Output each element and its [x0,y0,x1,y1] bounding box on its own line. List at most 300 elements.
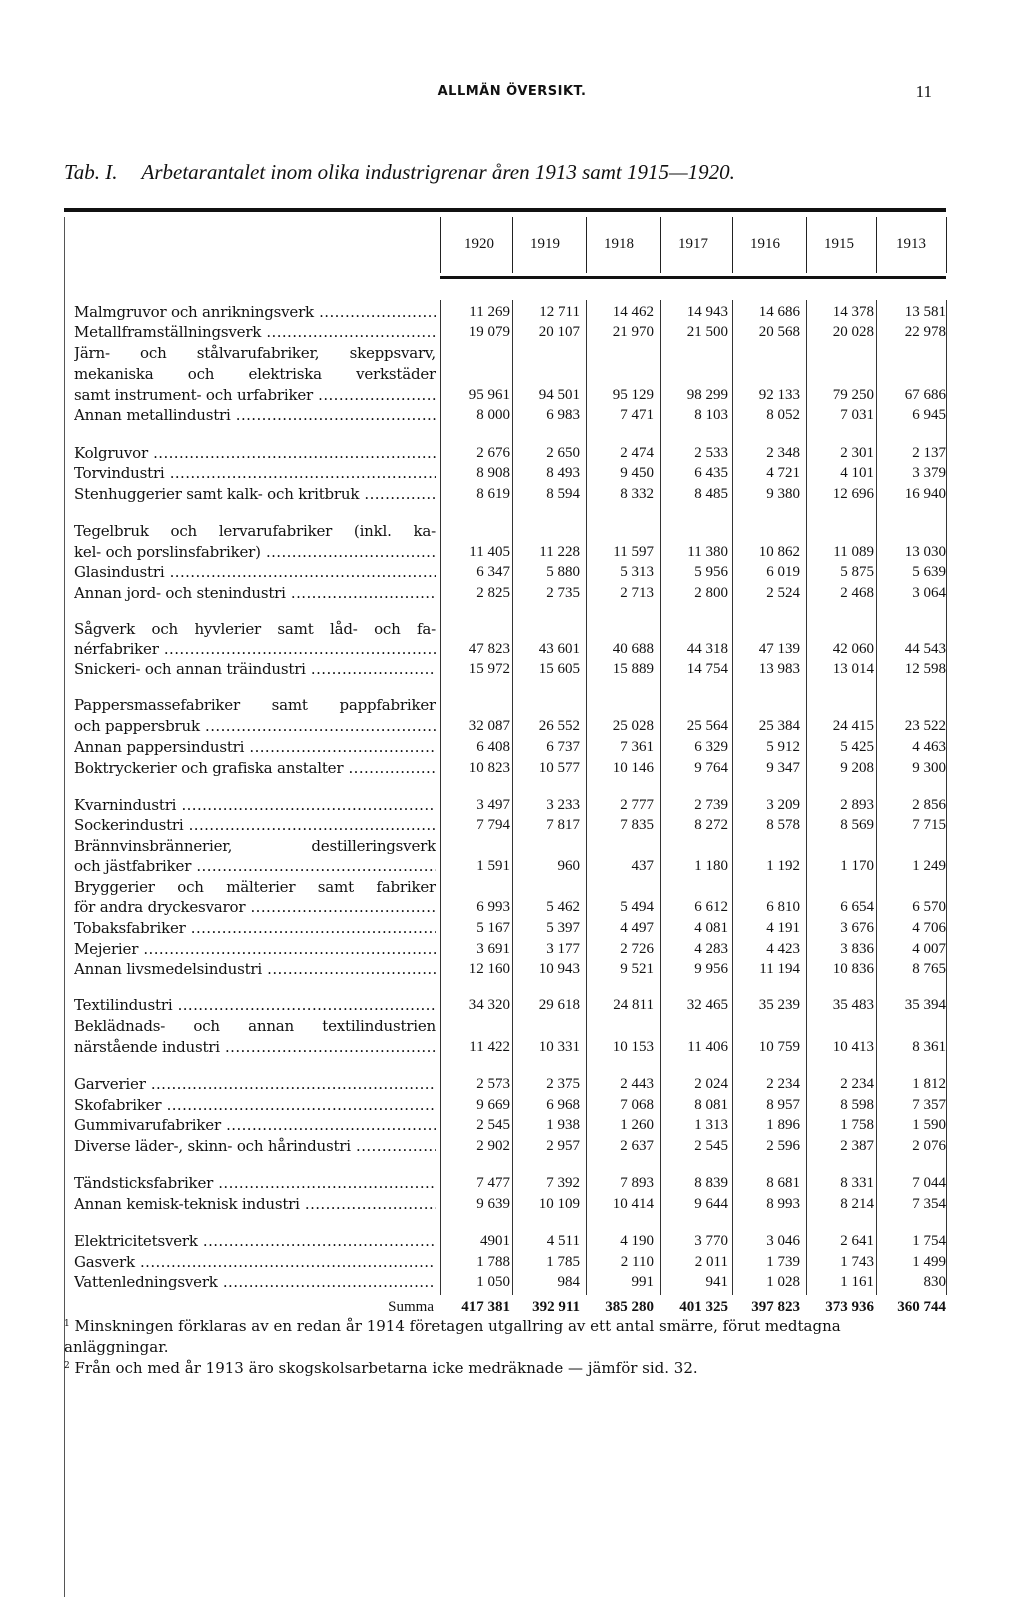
cell-1915: 2 893 [840,797,874,813]
cell-1916: 25 384 [758,718,800,734]
table-row [0,405,1024,426]
row-label: Kolgruvor ..... [74,443,436,464]
row-label: Boktryckerier och grafiska anstalter ..... [74,758,436,779]
cell-1916: 6 019 [766,564,800,580]
cell-1915: 35 483 [832,997,874,1013]
cell-1913: 1 590 [912,1117,946,1133]
footnote-2 [64,1358,946,1379]
cell-1915: 9 208 [840,760,874,776]
cell-1919: 2 375 [546,1076,580,1092]
cell-1915: 14 378 [832,304,874,320]
row-label: samt instrument- och urfabriker ..... [74,385,436,406]
cell-1919: 4 511 [546,1233,580,1249]
row-label: Stenhuggerier samt kalk- och kritbruk ..... [74,484,436,505]
cell-1920: 32 087 [468,718,510,734]
cell-1916: 4 423 [766,941,800,957]
cell-1915: 8 598 [840,1097,874,1113]
cell-1916: 2 524 [766,585,800,601]
cell-1913: 1 812 [912,1076,946,1092]
cell-1918: 2 443 [620,1076,654,1092]
cell-1918: 4 190 [620,1233,654,1249]
cell-1916: 1 739 [766,1254,800,1270]
table-row [0,1252,1024,1273]
table-title [64,160,964,185]
row-label: och pappersbruk ..... [74,716,436,737]
row-label: för andra dryckesvaror ..... [74,897,436,918]
cell-1919: 2 735 [546,585,580,601]
cell-1919: 10 331 [538,1039,580,1055]
cell-1918: 991 [631,1274,654,1290]
cell-1918: 14 462 [612,304,654,320]
header-divider [512,217,513,273]
cell-1919: 6 968 [546,1097,580,1113]
cell-1915: 2 234 [840,1076,874,1092]
cell-1919: 10 577 [538,760,580,776]
cell-1916: 10 862 [758,544,800,560]
row-label: mekaniska och elektriska verkstäder [74,365,436,383]
cell-1920: 8 619 [476,486,510,502]
cell-1917: 14 754 [686,661,728,677]
cell-1917: 8 485 [694,486,728,502]
cell-1915: 8 331 [840,1175,874,1191]
cell-1917: 2 545 [694,1138,728,1154]
footnote-1 [64,1316,946,1358]
table-row [0,877,1024,898]
cell-1919: 2 957 [546,1138,580,1154]
cell-1919: 8 594 [546,486,580,502]
row-label: Vattenledningsverk ..... [74,1272,436,1293]
cell-1918: 2 777 [620,797,654,813]
cell-1915: 1 758 [840,1117,874,1133]
cell-1913: 3 064 [912,585,946,601]
cell-1920: 2 545 [476,1117,510,1133]
table-row [0,1115,1024,1136]
cell-1918: 7 835 [620,817,654,833]
cell-1920: 1 050 [476,1274,510,1290]
summa-1916: 397 823 [751,1299,800,1315]
table-row [0,737,1024,758]
cell-1913: 4 463 [912,739,946,755]
cell-1919: 960 [557,858,580,874]
cell-1913: 13 030 [904,544,946,560]
cell-1913: 8 361 [912,1039,946,1055]
table-row [0,521,1024,542]
cell-1917: 98 299 [686,387,728,403]
cell-1915: 3 836 [840,941,874,957]
table-row [0,897,1024,918]
top-rule [64,208,946,212]
cell-1915: 42 060 [832,641,874,657]
cell-1916: 9 347 [766,760,800,776]
cell-1917: 8 081 [694,1097,728,1113]
cell-1920: 3 691 [476,941,510,957]
cell-1918: 24 811 [613,997,654,1013]
table-row [0,1095,1024,1116]
cell-1919: 7 817 [546,817,580,833]
cell-1915: 1 743 [840,1254,874,1270]
cell-1915: 10 413 [832,1039,874,1055]
cell-1913: 7 357 [912,1097,946,1113]
row-label: Annan pappersindustri ..... [74,737,436,758]
cell-1916: 1 028 [766,1274,800,1290]
cell-1918: 7 471 [620,407,654,423]
cell-1916: 9 380 [766,486,800,502]
cell-1920: 2 825 [476,585,510,601]
cell-1917: 2 533 [694,445,728,461]
table-row [0,1272,1024,1293]
cell-1920: 6 347 [476,564,510,580]
cell-1918: 40 688 [612,641,654,657]
column-header-1917: 1917 [678,236,708,252]
header-divider [732,217,733,273]
cell-1913: 7 044 [912,1175,946,1191]
column-header-1915: 1915 [824,236,854,252]
cell-1918: 10 146 [612,760,654,776]
cell-1916: 35 239 [758,997,800,1013]
row-label: Pappersmassefabriker samt pappfabriker [74,696,436,714]
cell-1913: 4 007 [912,941,946,957]
cell-1920: 6 408 [476,739,510,755]
summa-1917: 401 325 [679,1299,728,1315]
cell-1918: 10 153 [612,1039,654,1055]
cell-1919: 26 552 [538,718,580,734]
cell-1920: 19 079 [468,324,510,340]
cell-1913: 2 856 [912,797,946,813]
cell-1916: 8 578 [766,817,800,833]
cell-1913: 22 978 [904,324,946,340]
cell-1920: 9 669 [476,1097,510,1113]
header-divider [440,217,441,273]
cell-1917: 2 800 [694,585,728,601]
cell-1919: 3 233 [546,797,580,813]
cell-1919: 12 711 [539,304,580,320]
table-row [0,385,1024,406]
table-row [0,484,1024,505]
table-row [0,716,1024,737]
cell-1913: 6 945 [912,407,946,423]
cell-1916: 8 957 [766,1097,800,1113]
page-number: 11 [915,82,932,101]
cell-1920: 2 573 [476,1076,510,1092]
cell-1915: 7 031 [840,407,874,423]
cell-1918: 5 494 [620,899,654,915]
row-label: Järn- och stålvarufabriker, skeppsvarv, [74,344,436,362]
cell-1917: 11 406 [687,1039,728,1055]
cell-1915: 8 569 [840,817,874,833]
cell-1916: 3 046 [766,1233,800,1249]
cell-1913: 5 639 [912,564,946,580]
cell-1919: 94 501 [538,387,580,403]
cell-1919: 11 228 [539,544,580,560]
cell-1919: 10 109 [538,1196,580,1212]
table-row [0,856,1024,877]
cell-1913: 67 686 [904,387,946,403]
cell-1918: 9 521 [620,961,654,977]
table-row [0,918,1024,939]
cell-1917: 2 024 [694,1076,728,1092]
cell-1918: 2 637 [620,1138,654,1154]
cell-1919: 29 618 [538,997,580,1013]
cell-1918: 1 260 [620,1117,654,1133]
cell-1918: 7 068 [620,1097,654,1113]
cell-1920: 9 639 [476,1196,510,1212]
cell-1917: 25 564 [686,718,728,734]
cell-1916: 8 681 [766,1175,800,1191]
table-row [0,659,1024,680]
cell-1920: 6 993 [476,899,510,915]
cell-1915: 20 028 [832,324,874,340]
cell-1916: 11 194 [759,961,800,977]
table-row [0,1136,1024,1157]
summa-1918: 385 280 [605,1299,654,1315]
row-label: Bryggerier och mälterier samt fabriker [74,878,436,896]
table-row [0,343,1024,364]
row-label: Textilindustri ..... [74,995,436,1016]
cell-1915: 2 468 [840,585,874,601]
row-label: nérfabriker ..... [74,639,436,660]
cell-1913: 6 570 [912,899,946,915]
cell-1916: 4 721 [766,465,800,481]
table-row [0,562,1024,583]
cell-1913: 16 940 [904,486,946,502]
table-row [0,542,1024,563]
table-number: Tab. I. [64,160,118,184]
cell-1918: 8 332 [620,486,654,502]
cell-1916: 10 759 [758,1039,800,1055]
summa-1919: 392 911 [532,1299,580,1315]
cell-1919: 1 938 [546,1117,580,1133]
cell-1920: 8 908 [476,465,510,481]
cell-1915: 10 836 [832,961,874,977]
cell-1918: 21 970 [612,324,654,340]
cell-1913: 44 543 [904,641,946,657]
column-header-1916: 1916 [750,236,780,252]
table-row [0,619,1024,640]
cell-1920: 11 405 [469,544,510,560]
running-title: ALLMÄN ÖVERSIKT. [437,84,587,99]
cell-1916: 6 810 [766,899,800,915]
cell-1919: 3 177 [546,941,580,957]
cell-1917: 4 283 [694,941,728,957]
cell-1919: 1 785 [546,1254,580,1270]
summa-label: Summa [388,1299,434,1315]
cell-1913: 7 354 [912,1196,946,1212]
row-label: Gummivarufabriker ..... [74,1115,436,1136]
row-label: Beklädnads- och annan textilindustrien [74,1017,436,1035]
row-label: Kvarnindustri ..... [74,795,436,816]
cell-1919: 5 462 [546,899,580,915]
cell-1913: 1 754 [912,1233,946,1249]
table-row [0,463,1024,484]
page-header [0,84,1024,108]
cell-1918: 9 450 [620,465,654,481]
cell-1920: 4901 [480,1233,510,1249]
cell-1920: 3 497 [476,797,510,813]
table-row [0,302,1024,323]
cell-1918: 2 110 [620,1254,654,1270]
summa-1920: 417 381 [461,1299,510,1315]
cell-1915: 1 170 [840,858,874,874]
cell-1913: 830 [923,1274,946,1290]
cell-1919: 6 737 [546,739,580,755]
cell-1915: 79 250 [832,387,874,403]
table-row [0,1194,1024,1215]
cell-1920: 5 167 [476,920,510,936]
cell-1918: 11 597 [613,544,654,560]
table-row [0,695,1024,716]
cell-1918: 4 497 [620,920,654,936]
cell-1919: 5 880 [546,564,580,580]
cell-1918: 437 [631,858,654,874]
cell-1919: 7 392 [546,1175,580,1191]
cell-1917: 2 011 [694,1254,728,1270]
table-row [0,1173,1024,1194]
table-row [0,639,1024,660]
summa-row [0,1297,1024,1318]
cell-1919: 10 943 [538,961,580,977]
cell-1917: 1 313 [694,1117,728,1133]
table-row [0,322,1024,343]
cell-1915: 2 641 [840,1233,874,1249]
cell-1915: 4 101 [840,465,874,481]
row-label: Snickeri- och annan träindustri ..... [74,659,436,680]
cell-1920: 11 422 [469,1039,510,1055]
cell-1917: 44 318 [686,641,728,657]
cell-1913: 23 522 [904,718,946,734]
summa-1915: 373 936 [825,1299,874,1315]
table-row [0,1074,1024,1095]
cell-1917: 21 500 [686,324,728,340]
cell-1916: 2 596 [766,1138,800,1154]
cell-1913: 2 137 [912,445,946,461]
cell-1920: 1 591 [476,858,510,874]
cell-1918: 2 713 [620,585,654,601]
cell-1913: 12 598 [904,661,946,677]
cell-1913: 1 499 [912,1254,946,1270]
cell-1920: 11 269 [469,304,510,320]
row-label: Tegelbruk och lervarufabriker (inkl. ka- [74,522,436,540]
cell-1915: 5 875 [840,564,874,580]
cell-1918: 2 726 [620,941,654,957]
table-row [0,959,1024,980]
cell-1920: 2 676 [476,445,510,461]
footnote-text: Från och med år 1913 äro skogskolsarbetarna icke medräknade — jämför sid. 32. [74,1359,698,1377]
cell-1915: 6 654 [840,899,874,915]
row-label: Tändsticksfabriker ..... [74,1173,436,1194]
cell-1920: 8 000 [476,407,510,423]
cell-1913: 1 249 [912,858,946,874]
cell-1917: 32 465 [686,997,728,1013]
row-label: Brännvinsbrännerier, destilleringsverk [74,837,436,855]
cell-1920: 7 477 [476,1175,510,1191]
table-row [0,995,1024,1016]
cell-1913: 3 379 [912,465,946,481]
cell-1917: 6 435 [694,465,728,481]
cell-1916: 8 993 [766,1196,800,1212]
cell-1919: 984 [557,1274,580,1290]
cell-1916: 13 983 [758,661,800,677]
row-label: Annan jord- och stenindustri ..... [74,583,436,604]
cell-1920: 15 972 [468,661,510,677]
cell-1913: 4 706 [912,920,946,936]
cell-1920: 10 823 [468,760,510,776]
cell-1916: 47 139 [758,641,800,657]
table-row [0,1016,1024,1037]
column-header-1913: 1913 [896,236,926,252]
row-label: Tobaksfabriker ..... [74,918,436,939]
header-divider [876,217,877,273]
cell-1916: 1 192 [766,858,800,874]
table-row [0,583,1024,604]
cell-1918: 5 313 [620,564,654,580]
cell-1913: 35 394 [904,997,946,1013]
table-row [0,1037,1024,1058]
cell-1920: 7 794 [476,817,510,833]
cell-1917: 2 739 [694,797,728,813]
cell-1917: 8 272 [694,817,728,833]
cell-1918: 15 889 [612,661,654,677]
cell-1917: 9 764 [694,760,728,776]
cell-1917: 11 380 [687,544,728,560]
cell-1917: 9 956 [694,961,728,977]
cell-1917: 941 [705,1274,728,1290]
row-label: Torvindustri ..... [74,463,436,484]
cell-1920: 12 160 [468,961,510,977]
table-row [0,836,1024,857]
cell-1920: 1 788 [476,1254,510,1270]
row-label: Sockerindustri ..... [74,815,436,836]
cell-1916: 4 191 [766,920,800,936]
footnote-mark: 1 [64,1319,70,1329]
row-label: Diverse läder-, skinn- och hårindustri ..... [74,1136,436,1157]
table-row [0,758,1024,779]
cell-1915: 2 301 [840,445,874,461]
cell-1915: 5 425 [840,739,874,755]
row-label: Metallframställningsverk ..... [74,322,436,343]
summa-1913: 360 744 [897,1299,946,1315]
cell-1917: 5 956 [694,564,728,580]
row-label: närstående industri ..... [74,1037,436,1058]
cell-1918: 10 414 [612,1196,654,1212]
header-divider [586,217,587,273]
row-label: kel- och porslinsfabriker) ..... [74,542,436,563]
footnote-text: Minskningen förklaras av en redan år 1914 företagen utgallring av ett antal smärre, förut medtagna anläggningar. [64,1317,841,1356]
cell-1916: 5 912 [766,739,800,755]
cell-1917: 9 644 [694,1196,728,1212]
cell-1915: 2 387 [840,1138,874,1154]
cell-1915: 12 696 [832,486,874,502]
cell-1919: 20 107 [538,324,580,340]
column-header-1919: 1919 [530,236,560,252]
row-label: Gasverk ..... [74,1252,436,1273]
table-row [0,364,1024,385]
cell-1917: 3 770 [694,1233,728,1249]
row-label: och jästfabriker ..... [74,856,436,877]
cell-1920: 47 823 [468,641,510,657]
cell-1917: 4 081 [694,920,728,936]
table-row [0,795,1024,816]
cell-1918: 7 893 [620,1175,654,1191]
cell-1918: 95 129 [612,387,654,403]
cell-1916: 8 052 [766,407,800,423]
header-divider [806,217,807,273]
cell-1913: 13 581 [904,304,946,320]
row-label: Elektricitetsverk ..... [74,1231,436,1252]
cell-1916: 3 209 [766,797,800,813]
row-label: Mejerier ..... [74,939,436,960]
table-row [0,939,1024,960]
cell-1916: 20 568 [758,324,800,340]
